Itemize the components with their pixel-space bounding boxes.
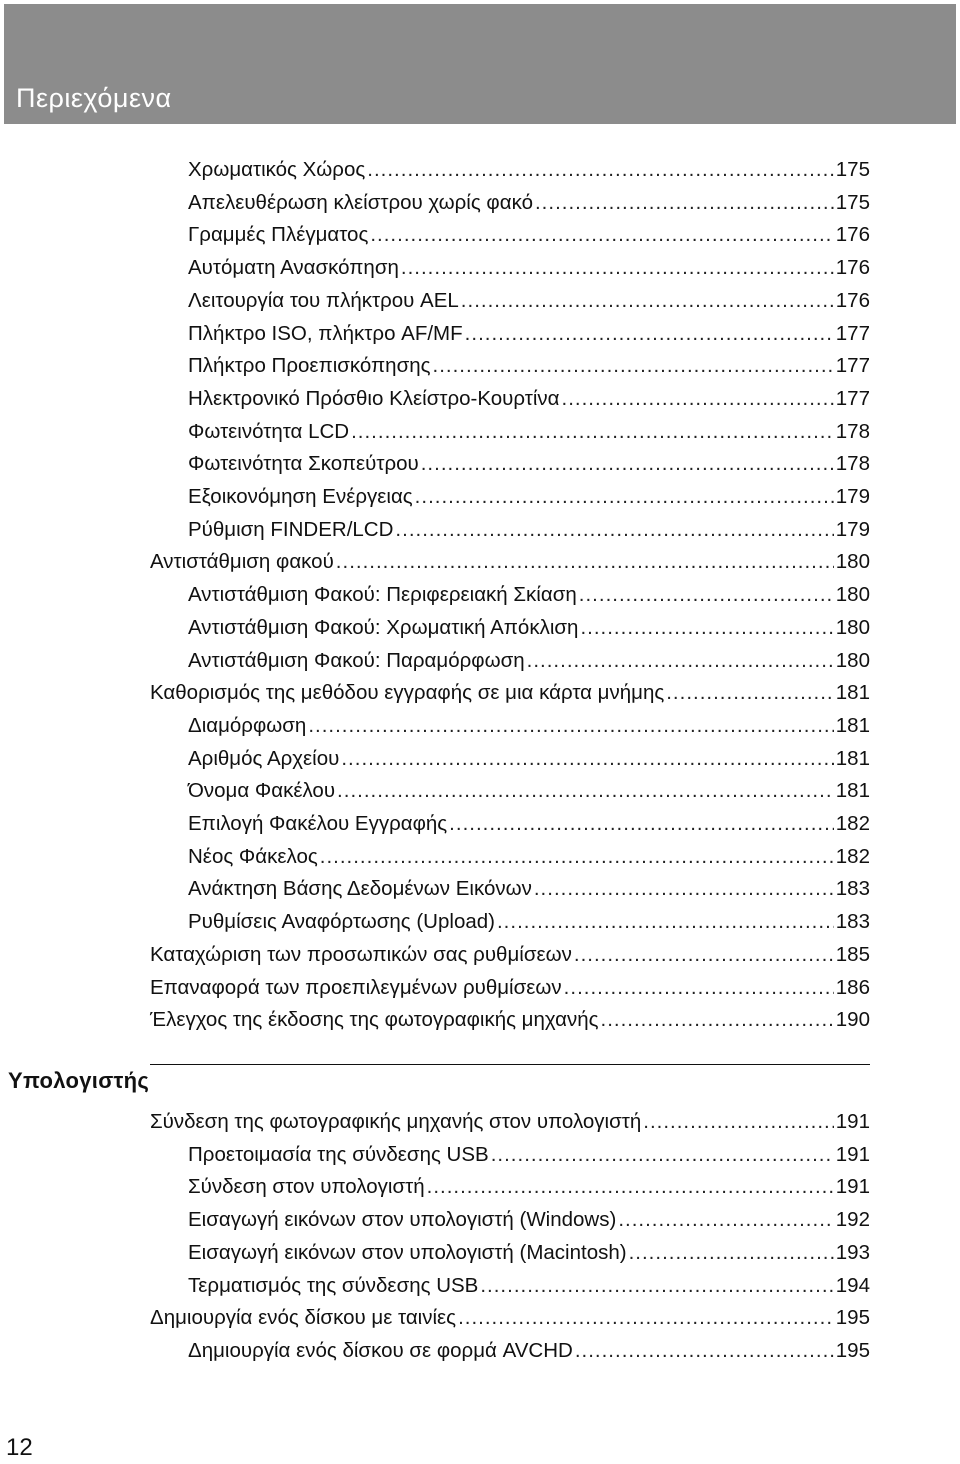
toc-entry-page: 181: [835, 713, 870, 737]
toc-entry-label: Όνομα Φακέλου: [188, 779, 336, 803]
toc-entry[interactable]: [0, 972, 870, 1004]
page-number: 12: [6, 1434, 33, 1461]
toc-leader-dots: [491, 1139, 834, 1171]
page-title: Περιεχόμενα: [16, 83, 172, 113]
toc-entry-page: 176: [835, 223, 870, 247]
toc-leader-dots: [336, 546, 834, 578]
toc-leader-dots: [575, 1335, 834, 1367]
toc-entry-label: Ανάκτηση Βάσης Δεδομένων Εικόνων: [188, 877, 532, 901]
toc-entry[interactable]: [0, 939, 870, 971]
toc-entry-label: Ηλεκτρονικό Πρόσθιο Κλείστρο-Κουρτίνα: [188, 386, 560, 410]
toc-entry-label: Αντιστάθμιση φακού: [150, 550, 334, 574]
toc-entry[interactable]: [0, 546, 870, 578]
toc-leader-dots: [564, 972, 834, 1004]
toc-leader-dots: [562, 383, 834, 415]
toc-entry[interactable]: [0, 350, 870, 382]
toc-entry-page: 182: [835, 844, 870, 868]
toc-entry[interactable]: [0, 1270, 870, 1302]
toc-entry[interactable]: [0, 383, 870, 415]
toc-leader-dots: [458, 1302, 834, 1334]
toc-entry-label: Επιλογή Φακέλου Εγγραφής: [188, 812, 448, 835]
toc-leader-dots: [427, 1171, 834, 1203]
toc-entry-label: Δημιουργία ενός δίσκου σε φορμά AVCHD: [188, 1338, 573, 1362]
toc-leader-dots: [629, 1237, 834, 1269]
toc-entry-page: 195: [835, 1306, 870, 1330]
toc-entry[interactable]: [0, 1139, 870, 1171]
toc-entry[interactable]: [0, 448, 870, 480]
toc-entry[interactable]: [0, 252, 870, 284]
toc-entry[interactable]: [0, 187, 870, 219]
toc-leader-dots: [480, 1270, 833, 1302]
toc-entry[interactable]: [0, 514, 870, 546]
toc-entry-page: 177: [835, 386, 870, 410]
toc-entry[interactable]: [0, 1171, 870, 1203]
toc-entry[interactable]: [0, 219, 870, 251]
toc-entry-label: Λειτουργία του πλήκτρου AEL: [188, 288, 459, 312]
toc-entry-page: 194: [835, 1273, 870, 1297]
toc-entry-page: 191: [835, 1110, 870, 1133]
toc-entry[interactable]: [0, 1004, 870, 1036]
toc-leader-dots: [527, 645, 834, 677]
toc-leader-dots: [395, 514, 833, 546]
toc-entry-page: 186: [835, 975, 870, 999]
toc-entry-label: Σύνδεση της φωτογραφικής μηχανής στον υπολογιστή: [150, 1110, 642, 1133]
toc-entry[interactable]: [0, 906, 870, 938]
toc-entry-page: 179: [835, 485, 870, 508]
toc-leader-dots: [666, 677, 834, 709]
toc-entry-page: 190: [835, 1008, 870, 1032]
toc-leader-dots: [535, 187, 834, 219]
toc-leader-dots: [308, 710, 833, 742]
toc-entry-page: 193: [835, 1240, 870, 1264]
toc-entry-label: Εισαγωγή εικόνων στον υπολογιστή (Windows): [188, 1208, 617, 1232]
toc-entry-page: 180: [835, 583, 870, 607]
toc-entry-label: Προετοιμασία της σύνδεσης USB: [188, 1142, 489, 1166]
toc-entry-page: 176: [835, 256, 870, 280]
toc-entry-label: Καταχώριση των προσωπικών σας ρυθμίσεων: [150, 942, 572, 966]
toc-entry[interactable]: [0, 1302, 870, 1334]
header-band: [4, 4, 956, 124]
toc-leader-dots: [320, 841, 834, 873]
toc-leader-dots: [618, 1204, 833, 1236]
toc-leader-dots: [465, 318, 834, 350]
toc-entry-page: 178: [835, 452, 870, 476]
toc-entry-label: Ρυθμίσεις Αναφόρτωσης (Upload): [188, 910, 495, 934]
toc-leader-dots: [574, 939, 834, 971]
toc-entry[interactable]: [0, 710, 870, 742]
toc-leader-dots: [370, 219, 833, 251]
toc-entry-label: Έλεγχος της έκδοσης της φωτογραφικής μηχανής: [150, 1008, 599, 1032]
toc-entry[interactable]: [0, 1237, 870, 1269]
toc-leader-dots: [415, 481, 834, 513]
toc-entry-page: 195: [835, 1338, 870, 1362]
toc-entry-page: 181: [835, 681, 870, 705]
toc-entry[interactable]: [0, 1106, 870, 1138]
toc-entry-label: Διαμόρφωση: [188, 713, 307, 737]
toc-entry[interactable]: [0, 1335, 870, 1367]
toc-entry-page: 177: [835, 354, 870, 378]
toc-leader-dots: [351, 416, 834, 448]
toc-entry[interactable]: [0, 318, 870, 350]
toc-entry[interactable]: [0, 841, 870, 873]
toc-leader-dots: [421, 448, 834, 480]
toc-leader-dots: [367, 154, 834, 186]
toc-leader-dots: [449, 808, 834, 840]
toc-entry-label: Γραμμές Πλέγματος: [188, 223, 369, 247]
toc-entry-page: 177: [835, 321, 870, 345]
toc-entry-label: Ρύθμιση FINDER/LCD: [188, 517, 394, 541]
toc-entry-label: Πλήκτρο ISO, πλήκτρο AF/MF: [188, 321, 463, 345]
toc-leader-dots: [461, 285, 834, 317]
toc-entry-page: 175: [835, 158, 870, 181]
toc-leader-dots: [401, 252, 834, 284]
toc-leader-dots: [580, 612, 833, 644]
toc-entry-page: 180: [835, 615, 870, 639]
toc-entry-page: 180: [835, 648, 870, 672]
toc-entry[interactable]: [0, 285, 870, 317]
toc-entry-label: Αντιστάθμιση Φακού: Περιφερειακή Σκίαση: [188, 583, 577, 607]
toc-leader-dots: [601, 1004, 834, 1036]
toc-entry-label: Αντιστάθμιση Φακού: Χρωματική Απόκλιση: [188, 615, 579, 639]
toc-entry-page: 179: [835, 517, 870, 541]
toc-entry[interactable]: [0, 1204, 870, 1236]
toc-entry-page: 183: [835, 910, 870, 934]
toc-entry-label: Καθορισμός της μεθόδου εγγραφής σε μια κάρτα μνήμης: [150, 681, 665, 705]
toc-leader-dots: [341, 743, 833, 775]
toc-entry[interactable]: [0, 775, 870, 807]
toc-entry[interactable]: [0, 743, 870, 775]
toc-entry[interactable]: [0, 873, 870, 905]
toc-entry-label: Εισαγωγή εικόνων στον υπολογιστή (Macintosh): [188, 1240, 627, 1264]
toc-entry-label: Πλήκτρο Προεπισκόπησης: [188, 354, 431, 378]
toc-entry-page: 176: [835, 288, 870, 312]
toc-leader-dots: [337, 775, 834, 807]
toc-entry-page: 181: [835, 779, 870, 803]
toc-leader-dots: [534, 873, 834, 905]
toc-leader-dots: [579, 579, 834, 611]
toc-entry-page: 183: [835, 877, 870, 901]
toc-entry-page: 185: [835, 942, 870, 966]
toc-entry[interactable]: [0, 579, 870, 611]
toc-entry-page: 175: [835, 190, 870, 214]
toc-entry-label: Χρωματικός Χώρος: [188, 158, 366, 181]
toc-entry-label: Απελευθέρωση κλείστρου χωρίς φακό: [188, 190, 533, 214]
toc-entry-page: 182: [835, 812, 870, 835]
toc-leader-dots: [497, 906, 834, 938]
toc-entry-label: Φωτεινότητα Σκοπεύτρου: [188, 452, 419, 476]
toc-entry[interactable]: [0, 154, 870, 186]
section-divider: [150, 1064, 870, 1065]
toc-entry-label: Δημιουργία ενός δίσκου με ταινίες: [150, 1306, 457, 1330]
toc-entry-label: Αυτόματη Ανασκόπηση: [188, 256, 399, 280]
toc-entry-label: Φωτεινότητα LCD: [188, 419, 350, 443]
toc-entry-label: Εξοικονόμηση Ενέργειας: [188, 485, 413, 508]
toc-entry[interactable]: [0, 808, 870, 840]
toc-entry-page: 180: [835, 550, 870, 574]
toc-entry-label: Σύνδεση στον υπολογιστή: [188, 1175, 425, 1199]
toc-entry[interactable]: [0, 481, 870, 513]
toc-entry-label: Αριθμός Αρχείου: [188, 746, 340, 770]
toc-entry-label: Νέος Φάκελος: [188, 844, 318, 868]
toc-entry[interactable]: [0, 416, 870, 448]
toc-entry-label: Επαναφορά των προεπιλεγμένων ρυθμίσεων: [150, 975, 562, 999]
toc-entry-page: 181: [835, 746, 870, 770]
toc-entry-page: 178: [835, 419, 870, 443]
toc-leader-dots: [433, 350, 834, 382]
toc-entry-label: Αντιστάθμιση Φακού: Παραμόρφωση: [188, 648, 525, 672]
section-title: Υπολογιστής: [8, 1068, 150, 1093]
toc-entry-page: 192: [835, 1208, 870, 1232]
toc-leader-dots: [643, 1106, 834, 1138]
toc-entry-label: Τερματισμός της σύνδεσης USB: [188, 1273, 479, 1297]
toc-entry[interactable]: [0, 612, 870, 644]
toc-entry-page: 191: [835, 1142, 870, 1166]
toc-entry-page: 191: [835, 1175, 870, 1199]
toc-entry[interactable]: [0, 677, 870, 709]
toc-entry[interactable]: [0, 645, 870, 677]
